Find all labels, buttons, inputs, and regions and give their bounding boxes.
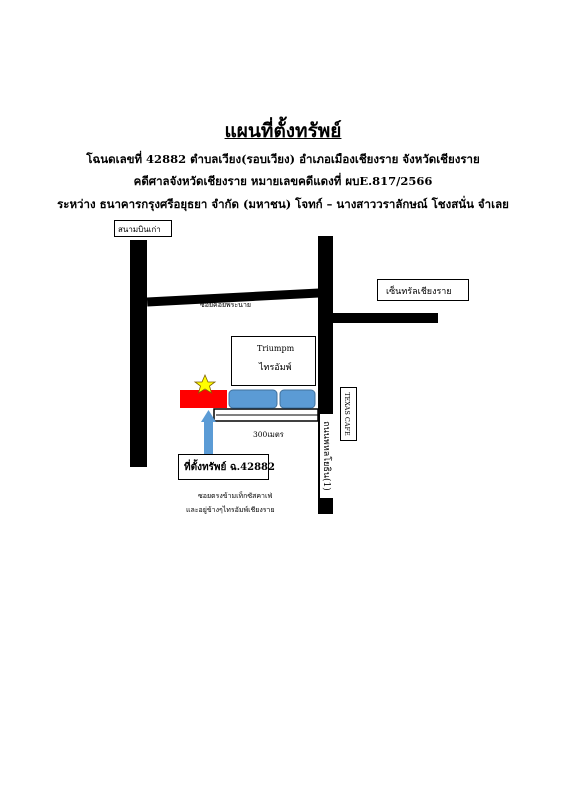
- parties-line: ระหว่าง ธนาคารกรุงศรีอยุธยา จำกัด (มหาชน) โจทก์ – นางสาววราลักษณ์ โชงสนั่น จำเลย: [57, 197, 509, 211]
- soi-label: ซอยคอยพระนาย: [200, 301, 251, 309]
- case-line: คดีศาลจังหวัดเชียงราย หมายเลขคดีแดงที่ ผบE.817/2566: [133, 174, 433, 188]
- building-2: [280, 390, 315, 408]
- road-name-label: ถนนพหลโยธิน(1): [320, 414, 334, 498]
- pointer-arrow-shaft: [204, 422, 213, 454]
- east-branch-road: [333, 313, 438, 323]
- distance-label: 300เมตร: [253, 430, 284, 439]
- deed-line: โฉนดเลขที่ 42882 ตำบลเวียง(รอบเวียง) อำเภอเมืองเชียงราย จังหวัดเชียงราย: [86, 152, 480, 166]
- triumph-en-label: Triumpm: [257, 344, 295, 353]
- page-title: แผนที่ตั้งทรัพย์: [224, 120, 342, 142]
- west-road: [130, 240, 147, 467]
- property-plot: [180, 390, 227, 408]
- texas-label: TEXAS CAFE: [343, 392, 351, 436]
- triumph-th-label: ไทรอัมพ์: [259, 363, 292, 373]
- note-line-2: และอยู่ข้างๆไทรอัมพ์เชียงราย: [186, 506, 275, 514]
- property-label: ที่ตั้งทรัพย์ ฉ.42882: [184, 462, 275, 473]
- old-airport-label: สนามบินเก่า: [118, 225, 161, 234]
- building-1: [229, 390, 277, 408]
- note-line-1: ซอยตรงข้ามเท็กซัสคาเฟ่: [198, 492, 273, 500]
- central-label: เซ็นทรัลเชียงราย: [386, 287, 452, 297]
